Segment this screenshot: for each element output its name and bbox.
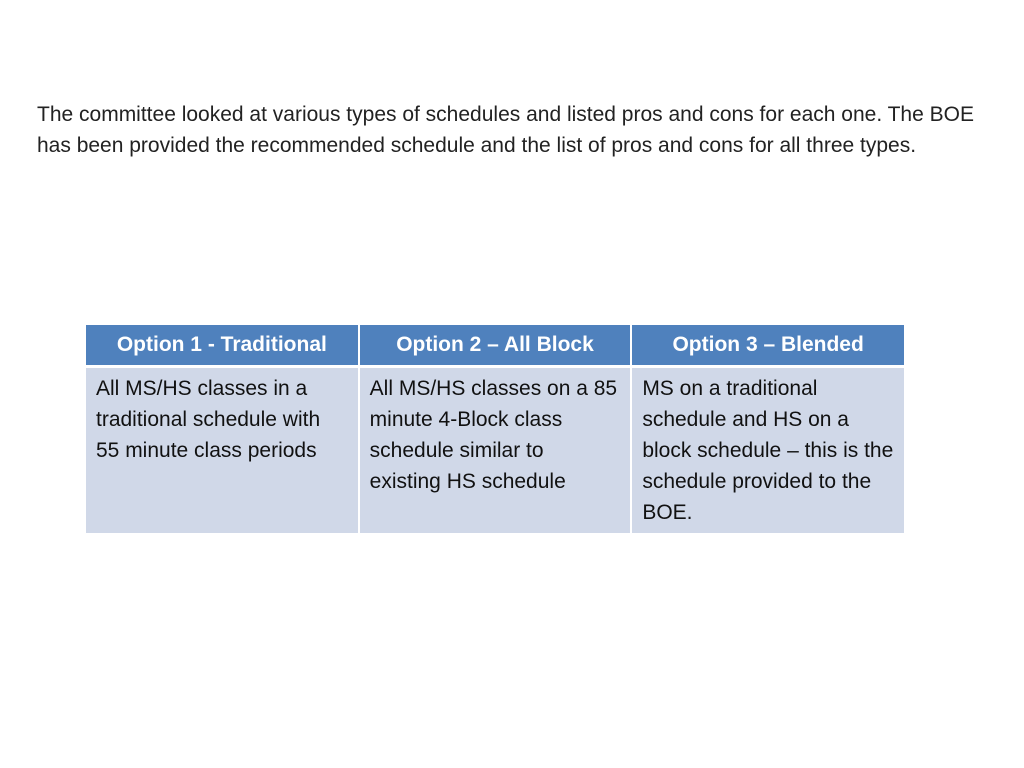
header-option-1: Option 1 - Traditional	[86, 325, 359, 367]
table-row	[86, 367, 904, 534]
header-option-2: Option 2 – All Block	[359, 325, 632, 367]
schedule-options-table	[86, 325, 904, 533]
table-header-row	[86, 325, 904, 367]
cell-option-3-description: MS on a traditional schedule and HS on a block schedule – this is the schedule provided to the BOE.	[631, 367, 904, 534]
cell-option-1-description: All MS/HS classes in a traditional schedule with 55 minute class periods	[86, 367, 359, 534]
header-option-3: Option 3 – Blended	[631, 325, 904, 367]
cell-option-2-description: All MS/HS classes on a 85 minute 4-Block class schedule similar to existing HS schedule	[359, 367, 632, 534]
intro-paragraph: The committee looked at various types of schedules and listed pros and cons for each one. The BOE has been provided the recommended schedule and the list of pros and cons for all three types.	[37, 103, 974, 157]
